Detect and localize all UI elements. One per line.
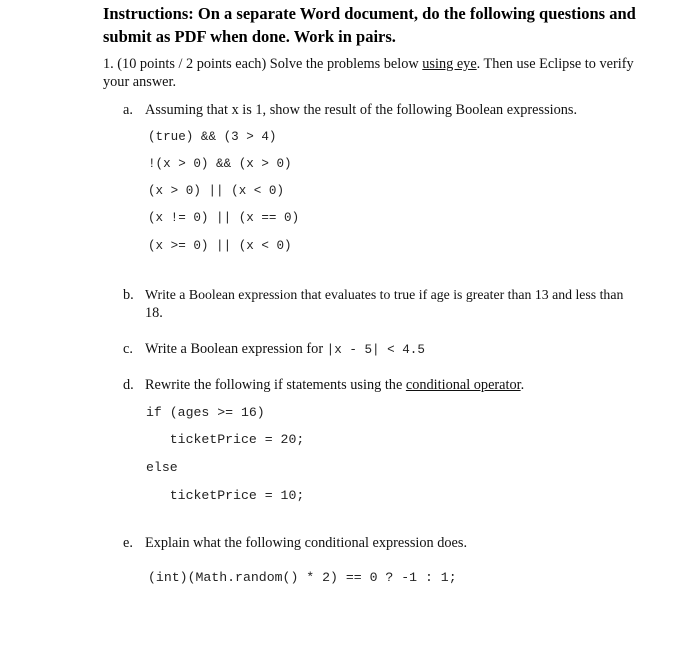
code-line-1: if (ages >= 16): [146, 405, 265, 420]
part-a-label: a.: [123, 102, 133, 118]
expression-1: (true) && (3 > 4): [148, 130, 277, 144]
part-d-prefix: Rewrite the following if statements using the: [145, 377, 406, 393]
question-1-line-2: your answer.: [103, 74, 177, 90]
expression-2: !(x > 0) && (x > 0): [148, 157, 292, 171]
code-line-2: ticketPrice = 20;: [146, 432, 305, 447]
code-line-3: else: [146, 460, 178, 475]
part-a-text: Assuming that x is 1, show the result of the following Boolean expressions.: [145, 102, 578, 118]
instructions-line-2: submit as PDF when done. Work in pairs.: [103, 27, 396, 46]
part-e-code: (int)(Math.random() * 2) == 0 ? -1 : 1;: [148, 570, 457, 585]
part-d-underlined: conditional operator: [405, 377, 521, 393]
part-d-line: [145, 377, 524, 394]
code-line-4: ticketPrice = 10;: [146, 488, 305, 503]
expression-3: (x > 0) || (x < 0): [148, 184, 285, 198]
part-c-text: Write a Boolean expression for: [145, 341, 327, 357]
question-1-prefix: 1. (10 points / 2 points each) Solve the problems below: [103, 56, 423, 72]
expression-4: (x != 0) || (x == 0): [148, 211, 300, 225]
question-1-underlined: using eye: [422, 56, 477, 72]
question-1-suffix: . Then use Eclipse to verify: [476, 56, 634, 72]
part-c-line: [145, 341, 425, 358]
part-c-code: |x - 5| < 4.5: [326, 343, 425, 357]
part-b-line-2: 18.: [145, 305, 163, 321]
part-d-suffix: .: [520, 377, 525, 393]
expression-5: (x >= 0) || (x < 0): [148, 239, 292, 253]
part-b-line-1: Write a Boolean expression that evaluates to true if age is greater than 13 and less than: [145, 287, 624, 302]
part-e-text: Explain what the following conditional expression does.: [145, 535, 468, 551]
part-c-label: c.: [123, 341, 133, 357]
instructions-line-1: Instructions: On a separate Word document, do the following questions and: [103, 4, 636, 23]
question-1-line-1: [103, 56, 634, 73]
part-e-label: e.: [123, 535, 133, 551]
part-b-label: b.: [123, 287, 134, 303]
part-d-label: d.: [123, 377, 134, 393]
